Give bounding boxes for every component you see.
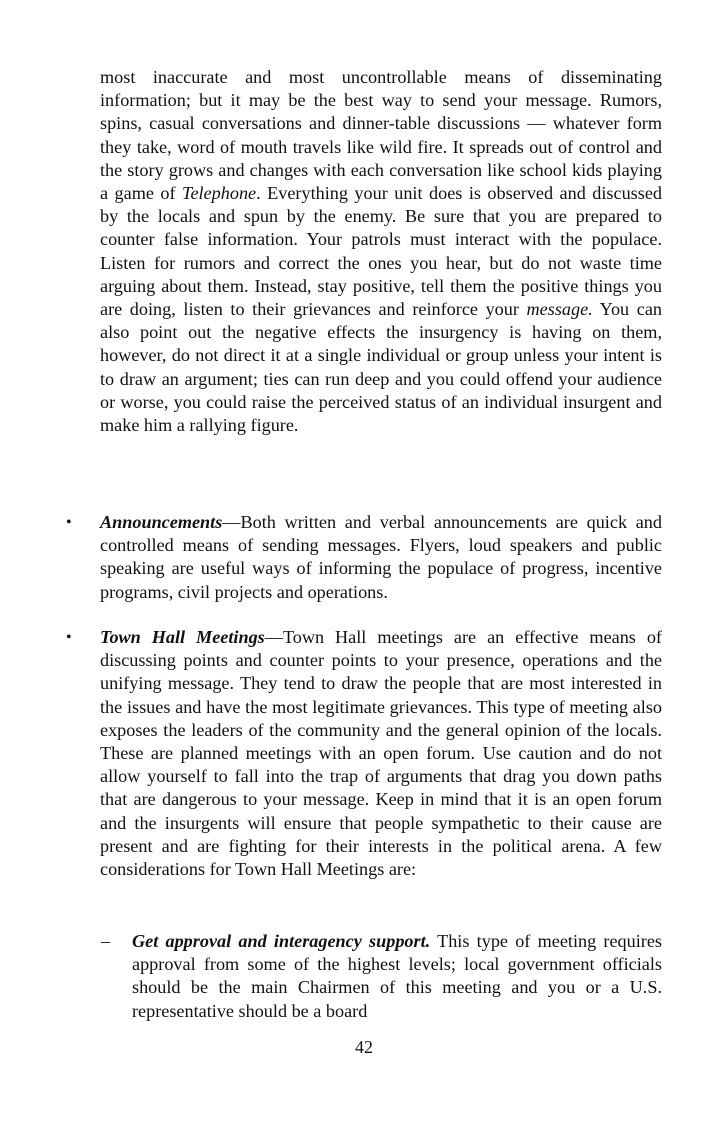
town-hall-heading: Town Hall Meetings	[100, 627, 265, 647]
announcements-text: —Both written and verbal announcements are quick and controlled means of sending messages. Flyers, loud speakers and public speaking are useful ways of informing the populace of progress, incentive programs, civil projects and operations.	[100, 512, 662, 602]
bullet-item-town-hall-meetings	[100, 626, 662, 881]
bullet-marker-town-hall: •	[66, 629, 72, 646]
paragraph-text-after: You can also point out the negative effects the insurgency is having on them, however, do not direct it at a single individual or group unless your intent is to draw an argument; ties can run deep and you could offend your audience or worse, you could raise the perceived status of an individual insurgent and make him a rallying figure.	[100, 299, 662, 436]
continued-paragraph	[100, 66, 662, 437]
town-hall-text: —Town Hall meetings are an effective means of discussing points and counter points to your presence, operations and the unifying message. They tend to draw the people that are most interested in the issues and have the most legitimate grievances. This type of meeting also exposes the leaders of the community and the general opinion of the locals. These are planned meetings with an open forum. Use caution and do not allow yourself to fall into the trap of arguments that drag you down paths that are dangerous to your message. Keep in mind that it is an open forum and the insurgents will ensure that people sympathetic to their cause are present and are fighting for their interests in the political arena. A few considerations for Town Hall Meetings are:	[100, 627, 662, 880]
bullet-item-announcements	[100, 511, 662, 604]
announcements-heading: Announcements	[100, 512, 223, 532]
approval-heading: Get approval and interagency support.	[132, 931, 431, 951]
page-number: 42	[355, 1037, 373, 1057]
telephone-emphasis: Telephone	[182, 183, 257, 204]
paragraph-text-middle: . Everything your unit does is observed and discussed by the locals and spun by the enemy. Be sure that you are prepared to counter false information. Your patrols must interact with the populace. Listen for rumors and correct the ones you hear, but do not waste time arguing about them. Instead, stay positive, tell them the positive things you are doing, listen to their grievances and reinforce your	[100, 183, 662, 320]
dash-marker-approval: –	[101, 931, 111, 951]
bullet-marker-announcements: •	[66, 514, 72, 531]
message-emphasis: message.	[526, 299, 593, 320]
paragraph-text-before: most inaccurate and most uncontrollable means of disseminating information; but it may be the best way to send your message. Rumors, spins, casual conversations and dinner-table discussions — whatever form they take, word of mouth travels like wild fire. It spreads out of control and the story grows and changes with each conversation like school kids playing a game of	[100, 67, 662, 204]
sub-item-approval	[132, 930, 662, 1023]
approval-text: This type of meeting requires approval from some of the highest levels; local government officials should be the main Chairmen of this meeting and you or a U.S. representative should be a board	[132, 931, 662, 1021]
